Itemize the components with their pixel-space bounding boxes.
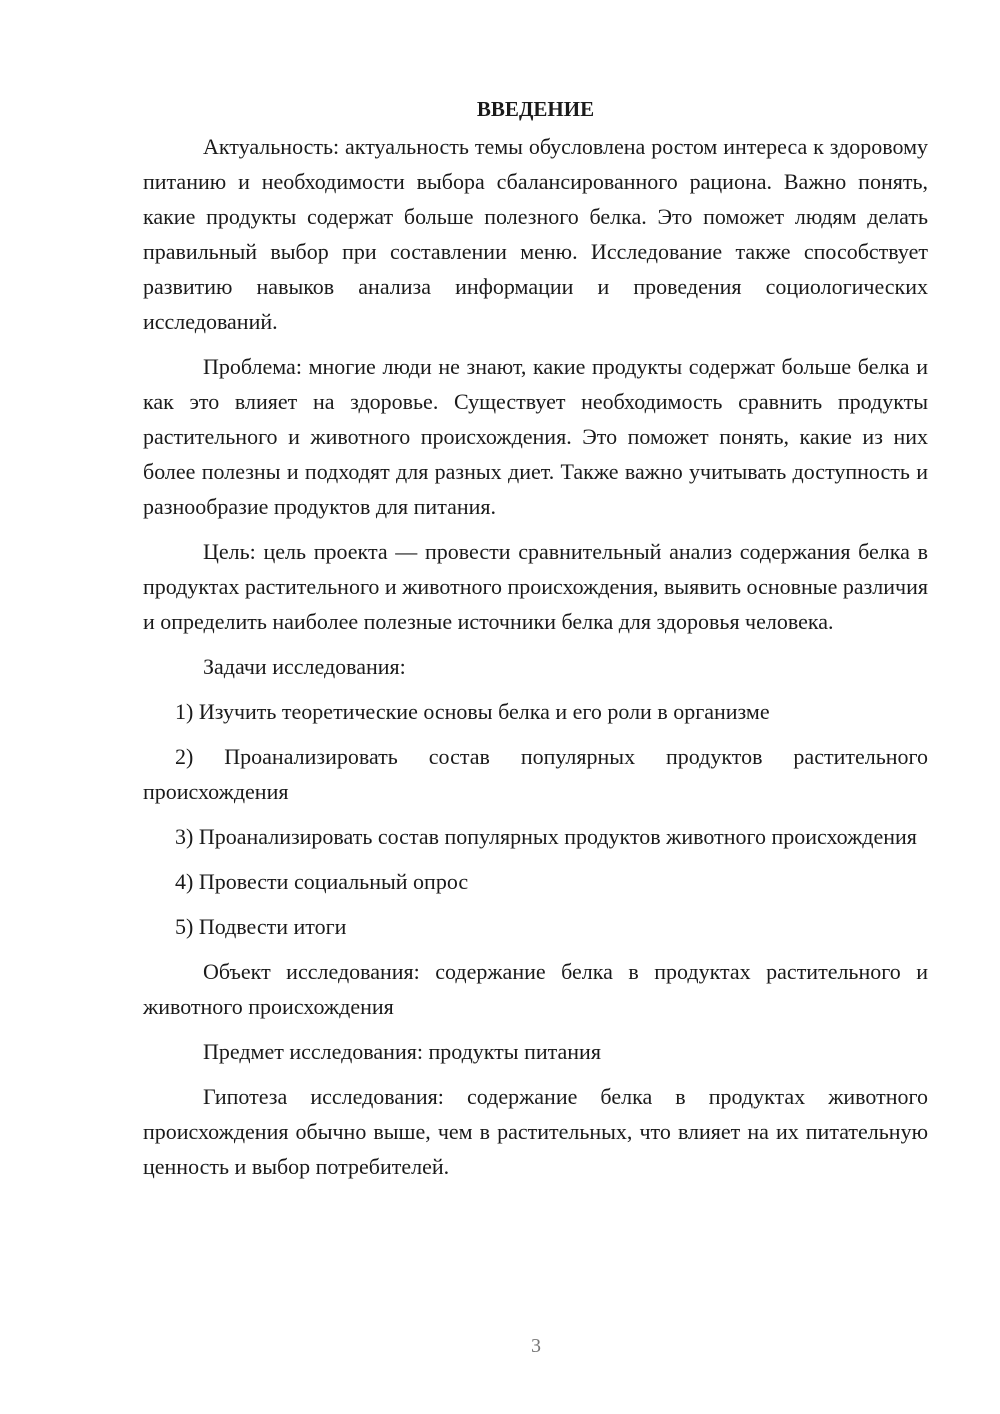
tasks-heading: Задачи исследования: bbox=[203, 654, 406, 679]
page-title: ВВЕДЕНИЕ bbox=[476, 97, 595, 121]
hypothesis-paragraph: Гипотеза исследования: содержание белка в продуктах животного происхождения обычно выше, чем в растительных, что влияет на их питательную ценность и выбор потребителей. bbox=[143, 1084, 928, 1179]
page-number: 3 bbox=[531, 1335, 541, 1357]
object-paragraph: Объект исследования: содержание белка в продуктах растительного и животного происхождения bbox=[143, 959, 928, 1019]
problem-paragraph: Проблема: многие люди не знают, какие продукты содержат больше белка и как это влияет на здоровье. Существует необходимость сравнить продукты растительного и животного происхождения. Это поможет понять, какие из них более полезны и подходят для разных диет. Также важно учитывать доступность и разнообразие продуктов для питания. bbox=[143, 354, 928, 519]
task-item-4: 4) Провести социальный опрос bbox=[175, 869, 469, 894]
task-item-1: 1) Изучить теоретические основы белка и его роли в организме bbox=[175, 699, 770, 724]
relevance-paragraph: Актуальность: актуальность темы обусловлена ростом интереса к здоровому питанию и необходимости выбора сбалансированного рациона. Важно понять, какие продукты содержат больше полезного белка. Это поможет людям делать правильный выбор при составлении меню. Исследование также способствует развитию навыков анализа информации и проведения социологических исследований. bbox=[143, 134, 928, 334]
task-item-2: 2) Проанализировать состав популярных продуктов растительного происхождения bbox=[143, 744, 928, 804]
document-page bbox=[143, 92, 928, 1194]
task-item-3: 3) Проанализировать состав популярных продуктов животного происхождения bbox=[175, 824, 917, 849]
task-item-5: 5) Подвести итоги bbox=[175, 914, 347, 939]
subject-paragraph: Предмет исследования: продукты питания bbox=[203, 1039, 601, 1064]
goal-paragraph: Цель: цель проекта — провести сравнительный анализ содержания белка в продуктах растительного и животного происхождения, выявить основные различия и определить наиболее полезные источники белка для здоровья человека. bbox=[143, 539, 929, 634]
